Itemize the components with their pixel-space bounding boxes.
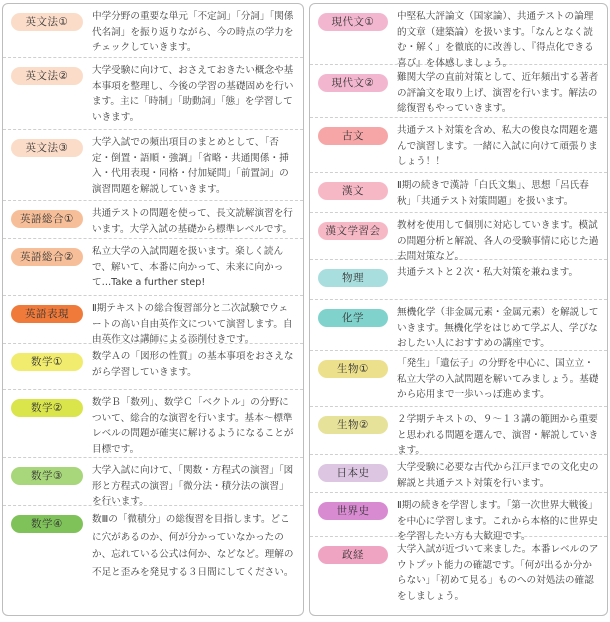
course-label-badge: 生物② [318,416,388,434]
course-description: ２学期テキストの、９～１３講の範囲から重要と思われる問題を選んで、演習・解説していきます。 [397,414,599,456]
left-course-panel [2,3,304,616]
course-description: 大学入試に向けて、「関数・方程式の演習」「図形と方程式の演習」「微分法・積分法の演習」を行います。 [92,465,294,507]
course-label-badge: 政経 [318,546,388,564]
course-description: 大学入試での頻出項目のまとめとして、「否定・倒置・語順・強調」「省略・共通関係・挿入・代用表現・同格・付加疑問」「前置詞」の演習問題を解説していきます。 [92,137,289,195]
course-label-badge: 数学② [11,399,83,417]
course-label-badge: 英語総合② [11,248,83,266]
course-label-badge: 英語総合① [11,210,83,228]
course-description: 無機化学（非金属元素・金属元素）を解説していきます。無機化学をはじめて学ぶ人、学びなおしたい人におすすめの講座です。 [397,307,599,349]
course-row [310,260,607,300]
course-description: Ⅱ期テキストの総合復習部分と二次試験でウェートの高い自由英作文について演習します。自由英作文は講師による添削付きです。 [92,303,293,345]
course-label-badge: 数学① [11,353,83,371]
course-row [310,351,607,407]
course-description: 共通テストと２次・私大対策を兼ねます。 [397,267,579,278]
course-label-badge: 現代文① [318,13,388,31]
course-row [310,213,607,260]
course-row [3,58,303,130]
course-row [310,4,607,69]
course-label-badge: 英文法② [11,67,83,85]
course-row [310,118,607,173]
course-description: 中学分野の重要な単元「不定詞」「分詞」「関係代名詞」を振り返りながら、今の時点の学力をチェックしていきます。 [92,11,294,53]
course-description: 大学受験に必要な古代から江戸までの文化史の解説と共通テスト対策を行います。 [397,462,599,489]
course-label-badge: 現代文② [318,74,388,92]
course-row [310,493,607,542]
course-label-badge: 古文 [318,127,388,145]
course-description: Ⅱ期の続きを学習します。「第一次世界大戦後」を中心に学習します。これから本格的に世界史を学習したい方も大歓迎です。 [397,500,598,542]
course-description: 難関大学の直前対策として、近年頻出する著者の評論文を取り上げ、演習を行います。解法の総復習もやっていきます。 [397,72,599,114]
course-label-badge: 日本史 [318,464,388,482]
course-row [3,296,303,344]
course-row [3,239,303,296]
course-row [3,130,303,201]
course-row [3,4,303,58]
course-description: 私立大学の入試問題を扱います。楽しく読んで、解いて、本番に向かって、未来に向かって…Take a further step! [92,246,284,288]
course-label-badge: 化学 [318,309,388,327]
course-description: 大学受験に向けて、おさえておきたい概念や基本事項を整理し、今後の学習の基礎固めを行います。主に「時制」「助動詞」「態」を学習していきます。 [92,65,294,123]
course-row [3,506,303,607]
right-course-panel [309,3,608,616]
course-description: 教材を使用して個別に対応していきます。模試の問題分析と解説、各人の受験事情に応じた過去問対策など。 [397,220,599,262]
course-row [3,344,303,390]
course-label-badge: 数学④ [11,515,83,533]
course-row [310,173,607,213]
course-label-badge: 英文法① [11,13,83,31]
course-row [3,201,303,239]
course-label-badge: 世界史 [318,502,388,520]
course-description: 大学入試が近づいて来ました。本番レベルのアウトプット能力の確認です。「何が出るか分からない」「初めて見る」ものへの対処法の確認をしましょう。 [397,544,599,602]
course-description: 数学Ａの「図形の性質」の基本事項をおさえながら学習していきます。 [92,351,294,378]
course-description: 共通テスト対策を含め、私大の俊良な問題を選んで演習します。一緒に入試に向けて頑張りましょう！！ [397,125,598,167]
course-row [310,537,607,611]
course-row [3,390,303,458]
course-label-badge: 英文法③ [11,139,83,157]
course-label-badge: 漢文 [318,182,388,200]
course-row [310,300,607,351]
course-description: 共通テストの問題を使って、長文読解演習を行います。大学入試の基礎から標準レベルです。 [92,208,293,235]
course-label-badge: 数学③ [11,467,83,485]
course-row [310,407,607,455]
course-description: 「発生」「遺伝子」の分野を中心に、国立立・私立大学の入試問題を解いてみましょう。基礎から応用まで一歩いっぽ進めます。 [397,358,599,400]
course-description: 中堅私大評論文（国家論）、共通テストの論理的文章（建築論）を扱います。「なんとなく読む・解く」を徹底的に改善し、『得点化できる喜び』を体感しましょう。 [397,11,594,69]
course-description: Ⅱ期の続きで漢詩「白氏文集」、思想「呂氏春秋」「共通テスト対策問題」を扱います。 [397,180,589,207]
course-label-badge: 漢文学習会 [318,222,388,240]
course-row [3,458,303,506]
course-row [310,455,607,493]
course-row [310,65,607,118]
course-label-badge: 物理 [318,269,388,287]
course-label-badge: 英語表現 [11,305,83,323]
course-description: 数学Ｂ「数列」、数学Ｃ「ベクトル」の分野について、総合的な演習を行います。基本～標準レベルの問題が確実に解けるようになることが目標です。 [92,397,294,455]
course-label-badge: 生物① [318,360,388,378]
course-description: 数Ⅲの「微積分」の総復習を目指します。どこに穴があるのか、何が分かっていなかったのか、忘れている公式は何か、などなど。理解の不足と歪みを発見する３日間にしてください。 [92,514,294,578]
